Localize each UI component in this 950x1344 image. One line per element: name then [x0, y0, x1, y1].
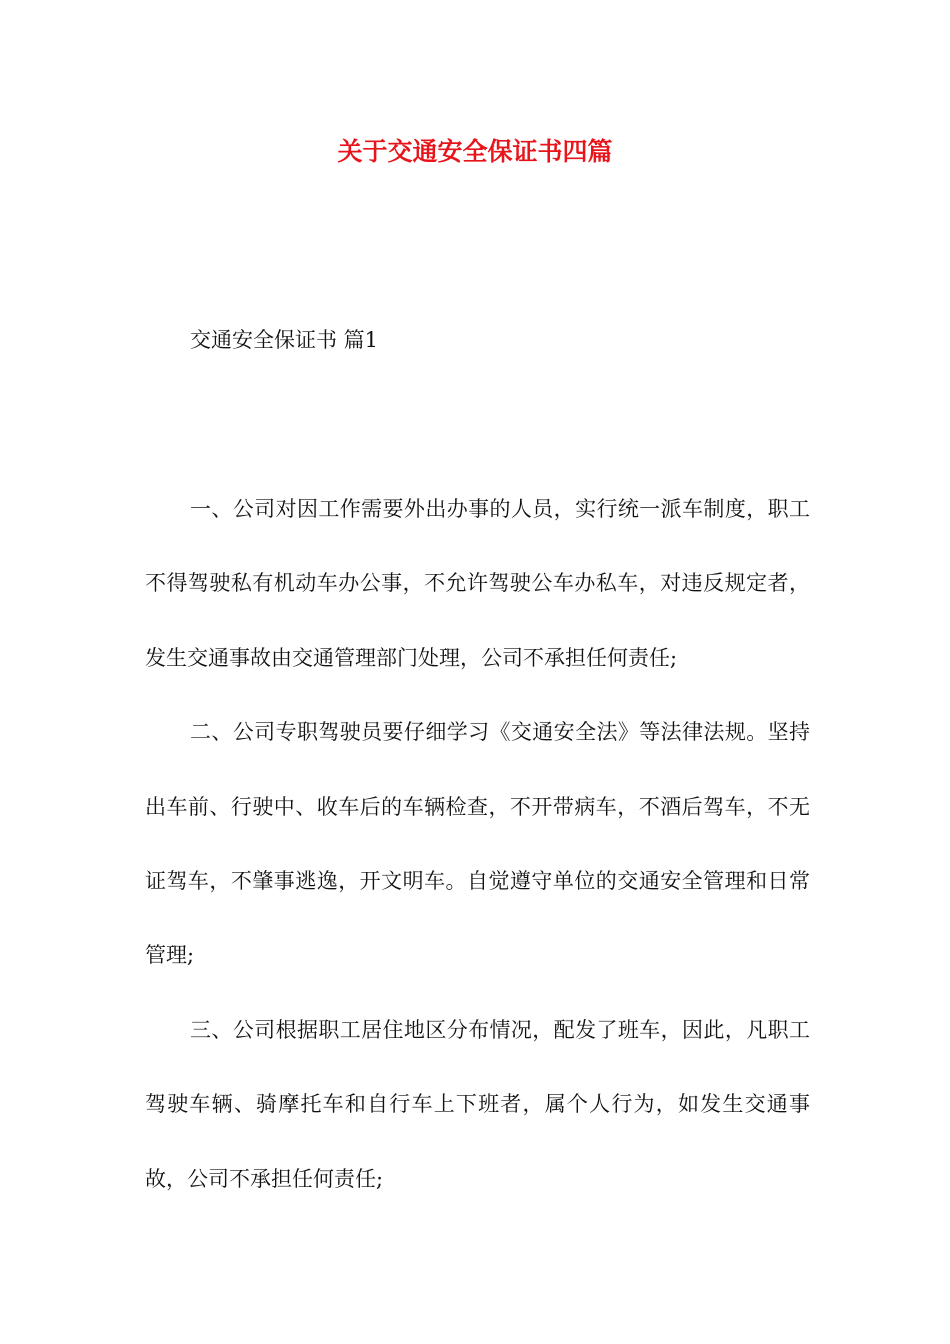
paragraph-3: 三、公司根据职工居住地区分布情况，配发了班车，因此，凡职工驾驶车辆、骑摩托车和自行车上下班者，属个人行为，如发生交通事故，公司不承担任何责任;	[145, 1017, 810, 1191]
document-body	[145, 472, 810, 1216]
paragraph-2: 二、公司专职驾驶员要仔细学习《交通安全法》等法律法规。坚持出车前、行驶中、收车后的车辆检查，不开带病车，不酒后驾车，不无证驾车，不肇事逃逸，开文明车。自觉遵守单位的交通安全管理和日常管理;	[145, 720, 810, 968]
section-heading: 交通安全保证书 篇1	[190, 328, 379, 352]
document-title: 关于交通安全保证书四篇	[337, 137, 613, 166]
paragraph-1: 一、公司对因工作需要外出办事的人员，实行统一派车制度，职工不得驾驶私有机动车办公事，不允许驾驶公车办私车，对违反规定者，发生交通事故由交通管理部门处理，公司不承担任何责任;	[145, 497, 810, 670]
